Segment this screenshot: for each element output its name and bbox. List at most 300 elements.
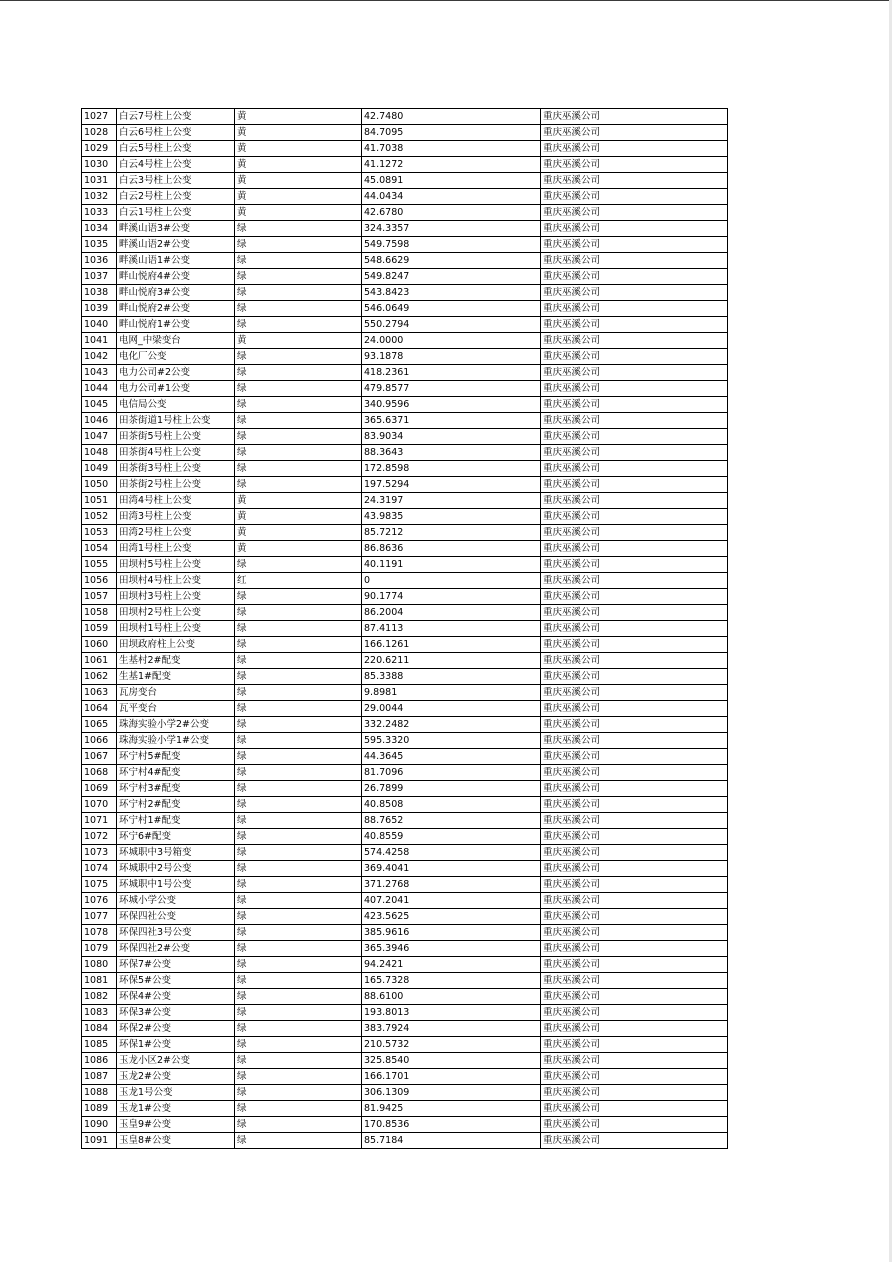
company-cell: 重庆巫溪公司 (541, 509, 728, 525)
value-cell: 29.0044 (362, 701, 541, 717)
value-cell: 325.8540 (362, 1053, 541, 1069)
transformer-name-cell: 电网_中梁变台 (117, 333, 235, 349)
table-row (82, 509, 728, 525)
table-row (82, 621, 728, 637)
table-row (82, 717, 728, 733)
status-color-cell: 绿 (235, 413, 362, 429)
transformer-name-cell: 田坝政府柱上公变 (117, 637, 235, 653)
transformer-name-cell: 田坝村5号柱上公变 (117, 557, 235, 573)
company-cell: 重庆巫溪公司 (541, 877, 728, 893)
table-row (82, 701, 728, 717)
company-cell: 重庆巫溪公司 (541, 941, 728, 957)
row-number-cell: 1073 (82, 845, 117, 861)
row-number-cell: 1086 (82, 1053, 117, 1069)
table-row (82, 957, 728, 973)
transformer-name-cell: 生基1#配变 (117, 669, 235, 685)
table-row (82, 189, 728, 205)
status-color-cell: 绿 (235, 397, 362, 413)
status-color-cell: 绿 (235, 365, 362, 381)
row-number-cell: 1053 (82, 525, 117, 541)
row-number-cell: 1068 (82, 765, 117, 781)
status-color-cell: 黄 (235, 125, 362, 141)
status-color-cell: 黄 (235, 541, 362, 557)
table-row (82, 237, 728, 253)
company-cell: 重庆巫溪公司 (541, 797, 728, 813)
transformer-name-cell: 生基村2#配变 (117, 653, 235, 669)
value-cell: 45.0891 (362, 173, 541, 189)
status-color-cell: 绿 (235, 765, 362, 781)
value-cell: 165.7328 (362, 973, 541, 989)
status-color-cell: 绿 (235, 1101, 362, 1117)
value-cell: 197.5294 (362, 477, 541, 493)
row-number-cell: 1040 (82, 317, 117, 333)
table-row (82, 285, 728, 301)
value-cell: 0 (362, 573, 541, 589)
table-row (82, 333, 728, 349)
value-cell: 85.7212 (362, 525, 541, 541)
table-row (82, 989, 728, 1005)
transformer-name-cell: 玉龙1号公变 (117, 1085, 235, 1101)
status-color-cell: 绿 (235, 621, 362, 637)
company-cell: 重庆巫溪公司 (541, 429, 728, 445)
company-cell: 重庆巫溪公司 (541, 1117, 728, 1133)
transformer-name-cell: 畔山悦府2#公变 (117, 301, 235, 317)
transformer-name-cell: 白云1号柱上公变 (117, 205, 235, 221)
status-color-cell: 绿 (235, 1021, 362, 1037)
company-cell: 重庆巫溪公司 (541, 637, 728, 653)
transformer-name-cell: 瓦平变台 (117, 701, 235, 717)
row-number-cell: 1085 (82, 1037, 117, 1053)
table-row (82, 557, 728, 573)
company-cell: 重庆巫溪公司 (541, 205, 728, 221)
transformer-name-cell: 白云7号柱上公变 (117, 109, 235, 125)
status-color-cell: 黄 (235, 157, 362, 173)
transformer-name-cell: 田茶街道1号柱上公变 (117, 413, 235, 429)
value-cell: 42.7480 (362, 109, 541, 125)
transformer-name-cell: 畔山悦府1#公变 (117, 317, 235, 333)
company-cell: 重庆巫溪公司 (541, 845, 728, 861)
transformer-name-cell: 田茶街2号柱上公变 (117, 477, 235, 493)
status-color-cell: 绿 (235, 477, 362, 493)
value-cell: 26.7899 (362, 781, 541, 797)
row-number-cell: 1032 (82, 189, 117, 205)
status-color-cell: 绿 (235, 973, 362, 989)
company-cell: 重庆巫溪公司 (541, 493, 728, 509)
table-row (82, 1037, 728, 1053)
row-number-cell: 1083 (82, 1005, 117, 1021)
table-row (82, 301, 728, 317)
row-number-cell: 1072 (82, 829, 117, 845)
transformer-name-cell: 畔溪山语1#公变 (117, 253, 235, 269)
row-number-cell: 1089 (82, 1101, 117, 1117)
company-cell: 重庆巫溪公司 (541, 669, 728, 685)
table-row (82, 1101, 728, 1117)
transformer-name-cell: 畔山悦府4#公变 (117, 269, 235, 285)
company-cell: 重庆巫溪公司 (541, 765, 728, 781)
table-row (82, 941, 728, 957)
status-color-cell: 绿 (235, 429, 362, 445)
transformer-name-cell: 环城职中3号箱变 (117, 845, 235, 861)
value-cell: 42.6780 (362, 205, 541, 221)
row-number-cell: 1063 (82, 685, 117, 701)
transformer-name-cell: 电化厂公变 (117, 349, 235, 365)
table-row (82, 1133, 728, 1149)
company-cell: 重庆巫溪公司 (541, 1037, 728, 1053)
transformer-name-cell: 田茶街5号柱上公变 (117, 429, 235, 445)
row-number-cell: 1036 (82, 253, 117, 269)
table-row (82, 829, 728, 845)
transformer-name-cell: 畔溪山语2#公变 (117, 237, 235, 253)
table-row (82, 909, 728, 925)
transformer-name-cell: 环保7#公变 (117, 957, 235, 973)
company-cell: 重庆巫溪公司 (541, 1005, 728, 1021)
table-row (82, 1005, 728, 1021)
table-row (82, 461, 728, 477)
table-row (82, 1053, 728, 1069)
value-cell: 44.0434 (362, 189, 541, 205)
status-color-cell: 绿 (235, 925, 362, 941)
company-cell: 重庆巫溪公司 (541, 1101, 728, 1117)
table-row (82, 541, 728, 557)
value-cell: 81.7096 (362, 765, 541, 781)
company-cell: 重庆巫溪公司 (541, 989, 728, 1005)
table-row (82, 205, 728, 221)
row-number-cell: 1091 (82, 1133, 117, 1149)
value-cell: 306.1309 (362, 1085, 541, 1101)
row-number-cell: 1030 (82, 157, 117, 173)
row-number-cell: 1070 (82, 797, 117, 813)
value-cell: 407.2041 (362, 893, 541, 909)
transformer-name-cell: 田湾3号柱上公变 (117, 509, 235, 525)
row-number-cell: 1084 (82, 1021, 117, 1037)
company-cell: 重庆巫溪公司 (541, 189, 728, 205)
status-color-cell: 绿 (235, 1085, 362, 1101)
table-row (82, 973, 728, 989)
value-cell: 549.8247 (362, 269, 541, 285)
row-number-cell: 1041 (82, 333, 117, 349)
company-cell: 重庆巫溪公司 (541, 301, 728, 317)
status-color-cell: 绿 (235, 1037, 362, 1053)
status-color-cell: 绿 (235, 221, 362, 237)
company-cell: 重庆巫溪公司 (541, 893, 728, 909)
status-color-cell: 红 (235, 573, 362, 589)
company-cell: 重庆巫溪公司 (541, 1053, 728, 1069)
company-cell: 重庆巫溪公司 (541, 141, 728, 157)
row-number-cell: 1064 (82, 701, 117, 717)
transformer-name-cell: 环保四社公变 (117, 909, 235, 925)
row-number-cell: 1037 (82, 269, 117, 285)
page-top-border (0, 0, 892, 1)
company-cell: 重庆巫溪公司 (541, 589, 728, 605)
value-cell: 324.3357 (362, 221, 541, 237)
row-number-cell: 1044 (82, 381, 117, 397)
value-cell: 546.0649 (362, 301, 541, 317)
row-number-cell: 1045 (82, 397, 117, 413)
transformer-name-cell: 田湾2号柱上公变 (117, 525, 235, 541)
table-row (82, 253, 728, 269)
row-number-cell: 1079 (82, 941, 117, 957)
status-color-cell: 黄 (235, 141, 362, 157)
value-cell: 423.5625 (362, 909, 541, 925)
status-color-cell: 绿 (235, 301, 362, 317)
table-row (82, 429, 728, 445)
company-cell: 重庆巫溪公司 (541, 621, 728, 637)
row-number-cell: 1082 (82, 989, 117, 1005)
company-cell: 重庆巫溪公司 (541, 1021, 728, 1037)
company-cell: 重庆巫溪公司 (541, 269, 728, 285)
company-cell: 重庆巫溪公司 (541, 1085, 728, 1101)
value-cell: 210.5732 (362, 1037, 541, 1053)
transformer-name-cell: 环城职中2号公变 (117, 861, 235, 877)
transformer-name-cell: 玉皇8#公变 (117, 1133, 235, 1149)
transformer-name-cell: 环保四社3号公变 (117, 925, 235, 941)
table-row (82, 141, 728, 157)
row-number-cell: 1060 (82, 637, 117, 653)
status-color-cell: 绿 (235, 637, 362, 653)
status-color-cell: 绿 (235, 781, 362, 797)
value-cell: 549.7598 (362, 237, 541, 253)
row-number-cell: 1031 (82, 173, 117, 189)
value-cell: 86.8636 (362, 541, 541, 557)
transformer-name-cell: 田坝村3号柱上公变 (117, 589, 235, 605)
status-color-cell: 绿 (235, 1053, 362, 1069)
company-cell: 重庆巫溪公司 (541, 717, 728, 733)
transformer-name-cell: 白云2号柱上公变 (117, 189, 235, 205)
row-number-cell: 1051 (82, 493, 117, 509)
company-cell: 重庆巫溪公司 (541, 605, 728, 621)
company-cell: 重庆巫溪公司 (541, 829, 728, 845)
table-row (82, 365, 728, 381)
status-color-cell: 黄 (235, 205, 362, 221)
status-color-cell: 黄 (235, 173, 362, 189)
company-cell: 重庆巫溪公司 (541, 221, 728, 237)
status-color-cell: 绿 (235, 989, 362, 1005)
company-cell: 重庆巫溪公司 (541, 317, 728, 333)
table-row (82, 781, 728, 797)
table-row (82, 925, 728, 941)
status-color-cell: 绿 (235, 1069, 362, 1085)
status-color-cell: 绿 (235, 557, 362, 573)
row-number-cell: 1080 (82, 957, 117, 973)
company-cell: 重庆巫溪公司 (541, 653, 728, 669)
value-cell: 418.2361 (362, 365, 541, 381)
transformer-name-cell: 环保四社2#公变 (117, 941, 235, 957)
table-row (82, 685, 728, 701)
transformer-name-cell: 环城小学公变 (117, 893, 235, 909)
transformer-name-cell: 白云5号柱上公变 (117, 141, 235, 157)
row-number-cell: 1061 (82, 653, 117, 669)
value-cell: 9.8981 (362, 685, 541, 701)
transformer-name-cell: 白云6号柱上公变 (117, 125, 235, 141)
status-color-cell: 绿 (235, 829, 362, 845)
table-row (82, 157, 728, 173)
transformer-name-cell: 电力公司#2公变 (117, 365, 235, 381)
company-cell: 重庆巫溪公司 (541, 701, 728, 717)
value-cell: 83.9034 (362, 429, 541, 445)
company-cell: 重庆巫溪公司 (541, 1133, 728, 1149)
status-color-cell: 绿 (235, 845, 362, 861)
transformer-name-cell: 环宁6#配变 (117, 829, 235, 845)
company-cell: 重庆巫溪公司 (541, 925, 728, 941)
transformer-name-cell: 玉龙1#公变 (117, 1101, 235, 1117)
company-cell: 重庆巫溪公司 (541, 461, 728, 477)
value-cell: 81.9425 (362, 1101, 541, 1117)
value-cell: 41.7038 (362, 141, 541, 157)
company-cell: 重庆巫溪公司 (541, 157, 728, 173)
status-color-cell: 绿 (235, 941, 362, 957)
transformer-name-cell: 白云3号柱上公变 (117, 173, 235, 189)
transformer-name-cell: 珠海实验小学2#公变 (117, 717, 235, 733)
company-cell: 重庆巫溪公司 (541, 445, 728, 461)
table-row (82, 845, 728, 861)
transformer-name-cell: 田湾4号柱上公变 (117, 493, 235, 509)
value-cell: 94.2421 (362, 957, 541, 973)
value-cell: 93.1878 (362, 349, 541, 365)
row-number-cell: 1046 (82, 413, 117, 429)
transformer-name-cell: 环保1#公变 (117, 1037, 235, 1053)
table-row (82, 637, 728, 653)
company-cell: 重庆巫溪公司 (541, 973, 728, 989)
table-row (82, 1085, 728, 1101)
transformer-name-cell: 瓦房变台 (117, 685, 235, 701)
row-number-cell: 1059 (82, 621, 117, 637)
company-cell: 重庆巫溪公司 (541, 477, 728, 493)
transformer-name-cell: 田茶街3号柱上公变 (117, 461, 235, 477)
row-number-cell: 1035 (82, 237, 117, 253)
value-cell: 44.3645 (362, 749, 541, 765)
row-number-cell: 1055 (82, 557, 117, 573)
row-number-cell: 1027 (82, 109, 117, 125)
table-body (82, 109, 728, 1149)
transformer-name-cell: 畔溪山语3#公变 (117, 221, 235, 237)
value-cell: 88.6100 (362, 989, 541, 1005)
table-row (82, 525, 728, 541)
table-row (82, 813, 728, 829)
status-color-cell: 绿 (235, 877, 362, 893)
row-number-cell: 1062 (82, 669, 117, 685)
company-cell: 重庆巫溪公司 (541, 541, 728, 557)
status-color-cell: 绿 (235, 1005, 362, 1021)
company-cell: 重庆巫溪公司 (541, 525, 728, 541)
table-row (82, 125, 728, 141)
row-number-cell: 1071 (82, 813, 117, 829)
status-color-cell: 绿 (235, 237, 362, 253)
company-cell: 重庆巫溪公司 (541, 125, 728, 141)
status-color-cell: 黄 (235, 493, 362, 509)
status-color-cell: 绿 (235, 381, 362, 397)
value-cell: 24.0000 (362, 333, 541, 349)
row-number-cell: 1081 (82, 973, 117, 989)
row-number-cell: 1038 (82, 285, 117, 301)
status-color-cell: 绿 (235, 957, 362, 973)
row-number-cell: 1034 (82, 221, 117, 237)
status-color-cell: 绿 (235, 733, 362, 749)
row-number-cell: 1069 (82, 781, 117, 797)
row-number-cell: 1043 (82, 365, 117, 381)
status-color-cell: 绿 (235, 269, 362, 285)
table-row (82, 589, 728, 605)
transformer-name-cell: 玉皇9#公变 (117, 1117, 235, 1133)
value-cell: 24.3197 (362, 493, 541, 509)
status-color-cell: 绿 (235, 813, 362, 829)
company-cell: 重庆巫溪公司 (541, 685, 728, 701)
row-number-cell: 1056 (82, 573, 117, 589)
value-cell: 40.8508 (362, 797, 541, 813)
table-row (82, 1069, 728, 1085)
value-cell: 40.1191 (362, 557, 541, 573)
value-cell: 86.2004 (362, 605, 541, 621)
row-number-cell: 1033 (82, 205, 117, 221)
value-cell: 365.6371 (362, 413, 541, 429)
status-color-cell: 绿 (235, 909, 362, 925)
value-cell: 88.7652 (362, 813, 541, 829)
row-number-cell: 1066 (82, 733, 117, 749)
row-number-cell: 1049 (82, 461, 117, 477)
transformer-name-cell: 电力公司#1公变 (117, 381, 235, 397)
table-row (82, 893, 728, 909)
status-color-cell: 绿 (235, 893, 362, 909)
transformer-name-cell: 田坝村2号柱上公变 (117, 605, 235, 621)
value-cell: 220.6211 (362, 653, 541, 669)
row-number-cell: 1028 (82, 125, 117, 141)
transformer-name-cell: 环城职中1号公变 (117, 877, 235, 893)
company-cell: 重庆巫溪公司 (541, 909, 728, 925)
company-cell: 重庆巫溪公司 (541, 253, 728, 269)
status-color-cell: 黄 (235, 189, 362, 205)
row-number-cell: 1067 (82, 749, 117, 765)
transformer-name-cell: 玉龙小区2#公变 (117, 1053, 235, 1069)
table-row (82, 381, 728, 397)
company-cell: 重庆巫溪公司 (541, 237, 728, 253)
row-number-cell: 1077 (82, 909, 117, 925)
row-number-cell: 1050 (82, 477, 117, 493)
table-row (82, 1117, 728, 1133)
transformer-name-cell: 环保4#公变 (117, 989, 235, 1005)
row-number-cell: 1090 (82, 1117, 117, 1133)
transformer-name-cell: 畔山悦府3#公变 (117, 285, 235, 301)
row-number-cell: 1075 (82, 877, 117, 893)
value-cell: 88.3643 (362, 445, 541, 461)
table-row (82, 413, 728, 429)
status-color-cell: 绿 (235, 669, 362, 685)
table-row (82, 605, 728, 621)
status-color-cell: 绿 (235, 685, 362, 701)
table-row (82, 573, 728, 589)
row-number-cell: 1057 (82, 589, 117, 605)
table-row (82, 221, 728, 237)
transformer-name-cell: 环宁村2#配变 (117, 797, 235, 813)
company-cell: 重庆巫溪公司 (541, 109, 728, 125)
transformer-name-cell: 田湾1号柱上公变 (117, 541, 235, 557)
value-cell: 385.9616 (362, 925, 541, 941)
status-color-cell: 绿 (235, 461, 362, 477)
status-color-cell: 黄 (235, 333, 362, 349)
transformer-name-cell: 环宁村5#配变 (117, 749, 235, 765)
status-color-cell: 黄 (235, 525, 362, 541)
row-number-cell: 1058 (82, 605, 117, 621)
value-cell: 166.1261 (362, 637, 541, 653)
status-color-cell: 绿 (235, 589, 362, 605)
value-cell: 170.8536 (362, 1117, 541, 1133)
status-color-cell: 绿 (235, 317, 362, 333)
value-cell: 340.9596 (362, 397, 541, 413)
transformer-name-cell: 环保5#公变 (117, 973, 235, 989)
transformer-name-cell: 环宁村1#配变 (117, 813, 235, 829)
status-color-cell: 绿 (235, 701, 362, 717)
company-cell: 重庆巫溪公司 (541, 285, 728, 301)
company-cell: 重庆巫溪公司 (541, 333, 728, 349)
row-number-cell: 1029 (82, 141, 117, 157)
